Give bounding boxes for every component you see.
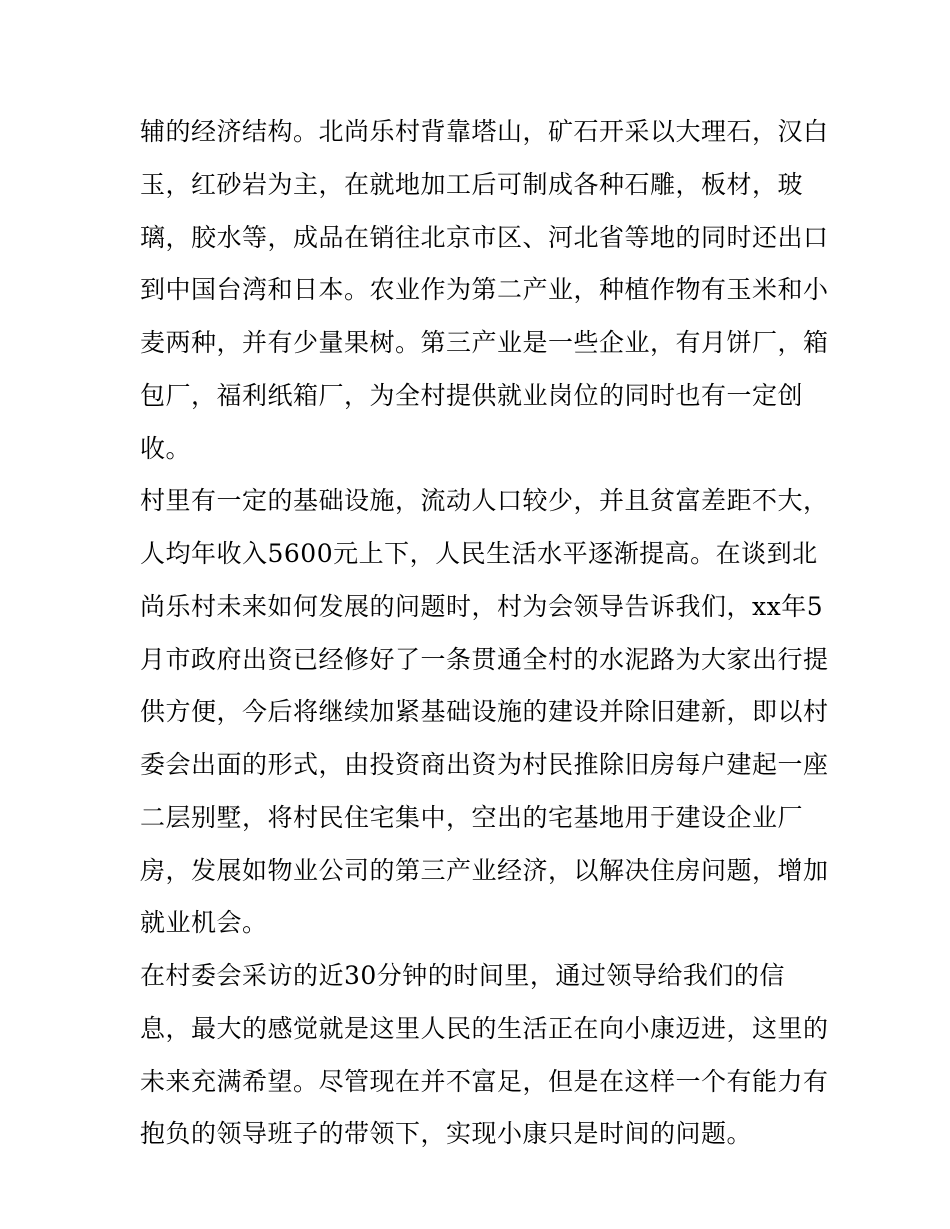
body-text [140,106,829,1161]
text-line: 尚乐村未来如何发展的问题时，村为会领导告诉我们，xx年5 [140,591,824,621]
text-line: 委会出面的形式，由投资商出资为村民推除旧房每户建起一座 [140,750,829,779]
text-line: 玉，红砂岩为主，在就地加工后可制成各种石雕，板材，玻 [140,169,804,199]
text-line: 抱负的领导班子的带领下，实现小康只是时间的问题。 [140,1119,753,1149]
text-line: 月市政府出资已经修好了一条贯通全村的水泥路为大家出行提 [140,644,829,674]
text-line: 人均年收入5600元上下，人民生活水平逐渐提高。在谈到北 [140,539,818,568]
text-line: 璃，胶水等，成品在销往北京市区、河北省等地的同时还出口 [140,222,829,252]
text-line: 就业机会。 [140,908,268,938]
text-line: 房，发展如物业公司的第三产业经济，以解决住房问题，增加 [140,855,829,885]
text-line: 息，最大的感觉就是这里人民的生活正在向小康迈进，这里的 [140,1013,829,1043]
text-line: 包厂，福利纸箱厂，为全村提供就业岗位的同时也有一定创 [140,380,804,410]
text-line: 二层别墅，将村民住宅集中，空出的宅基地用于建设企业厂 [140,802,804,832]
text-line: 麦两种，并有少量果树。第三产业是一些企业，有月饼厂，箱 [140,328,829,357]
text-line: 未来充满希望。尽管现在并不富足，但是在这样一个有能力有 [140,1066,829,1096]
text-line: 到中国台湾和日本。农业作为第二产业，种植作物有玉米和小 [140,275,829,305]
text-line: 辅的经济结构。北尚乐村背靠塔山，矿石开采以大理石，汉白 [140,117,829,146]
text-line: 供方便，今后将继续加紧基础设施的建设并除旧建新，即以村 [140,697,829,727]
text-line: 村里有一定的基础设施，流动人口较少，并且贫富差距不大， [140,486,829,516]
text-line: 在村委会采访的近30分钟的时间里，通过领导给我们的信 [140,961,785,990]
text-line: 收。 [140,433,192,463]
